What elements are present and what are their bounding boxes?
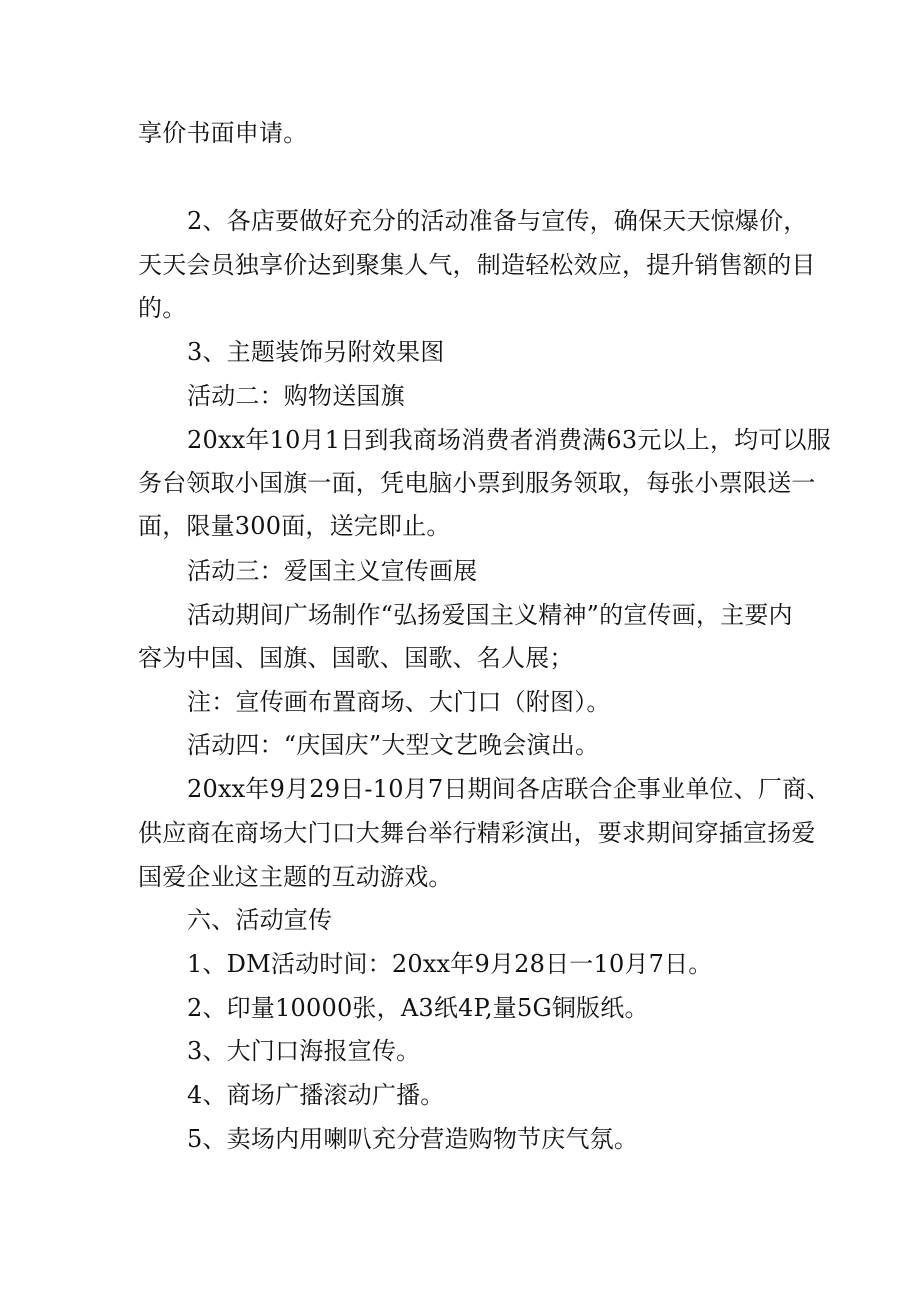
paragraph-line: 4、商场广播滚动广播。: [187, 1081, 445, 1109]
paragraph-line: 3、主题装饰另附效果图: [187, 338, 445, 366]
paragraph-line: 供应商在商场大门口大舞台举行精彩演出，要求期间穿插宣扬爱: [138, 819, 816, 847]
paragraph-line: 国爱企业这主题的互动游戏。: [138, 863, 453, 891]
paragraph-line: 六、活动宣传: [187, 906, 333, 934]
paragraph-line: 活动三：爱国主义宣传画展: [187, 557, 478, 585]
paragraph-line: 1、DM活动时间：20xx年9月28日一10月7日。: [187, 950, 713, 978]
paragraph-line: 20xx年10月1日到我商场消费者消费满63元以上，均可以服: [187, 426, 831, 454]
paragraph-line: 活动二：购物送国旗: [187, 382, 405, 410]
paragraph-line: 2、各店要做好充分的活动准备与宣传，确保天天惊爆价，: [187, 207, 808, 235]
paragraph-line: 容为中国、国旗、国歌、国歌、名人展；: [138, 644, 574, 672]
paragraph-line: 2、印量10000张，A3纸4P,量5G铜版纸。: [187, 994, 649, 1022]
paragraph-line: 5、卖场内用喇叭充分营造购物节庆气氛。: [187, 1125, 639, 1153]
paragraph-line: 享价书面申请。: [138, 119, 308, 147]
paragraph-line: 3、大门口海报宣传。: [187, 1037, 421, 1065]
paragraph-line: 天天会员独享价达到聚集人气，制造轻松效应，提升销售额的目: [138, 251, 816, 279]
paragraph-line: 活动四：“庆国庆”大型文艺晚会演出。: [187, 731, 600, 759]
paragraph-line: 的。: [138, 294, 187, 322]
paragraph-line: 面，限量300面，送完即止。: [138, 512, 451, 540]
paragraph-line: 20xx年9月29日-10月7日期间各店联合企事业单位、厂商、: [187, 775, 831, 803]
paragraph-line: 活动期间广场制作“弘扬爱国主义精神”的宣传画，主要内: [187, 601, 793, 629]
paragraph-line: 务台领取小国旗一面，凭电脑小票到服务领取，每张小票限送一: [138, 469, 816, 497]
paragraph-line: 注：宣传画布置商场、大门口（附图）。: [187, 688, 611, 716]
